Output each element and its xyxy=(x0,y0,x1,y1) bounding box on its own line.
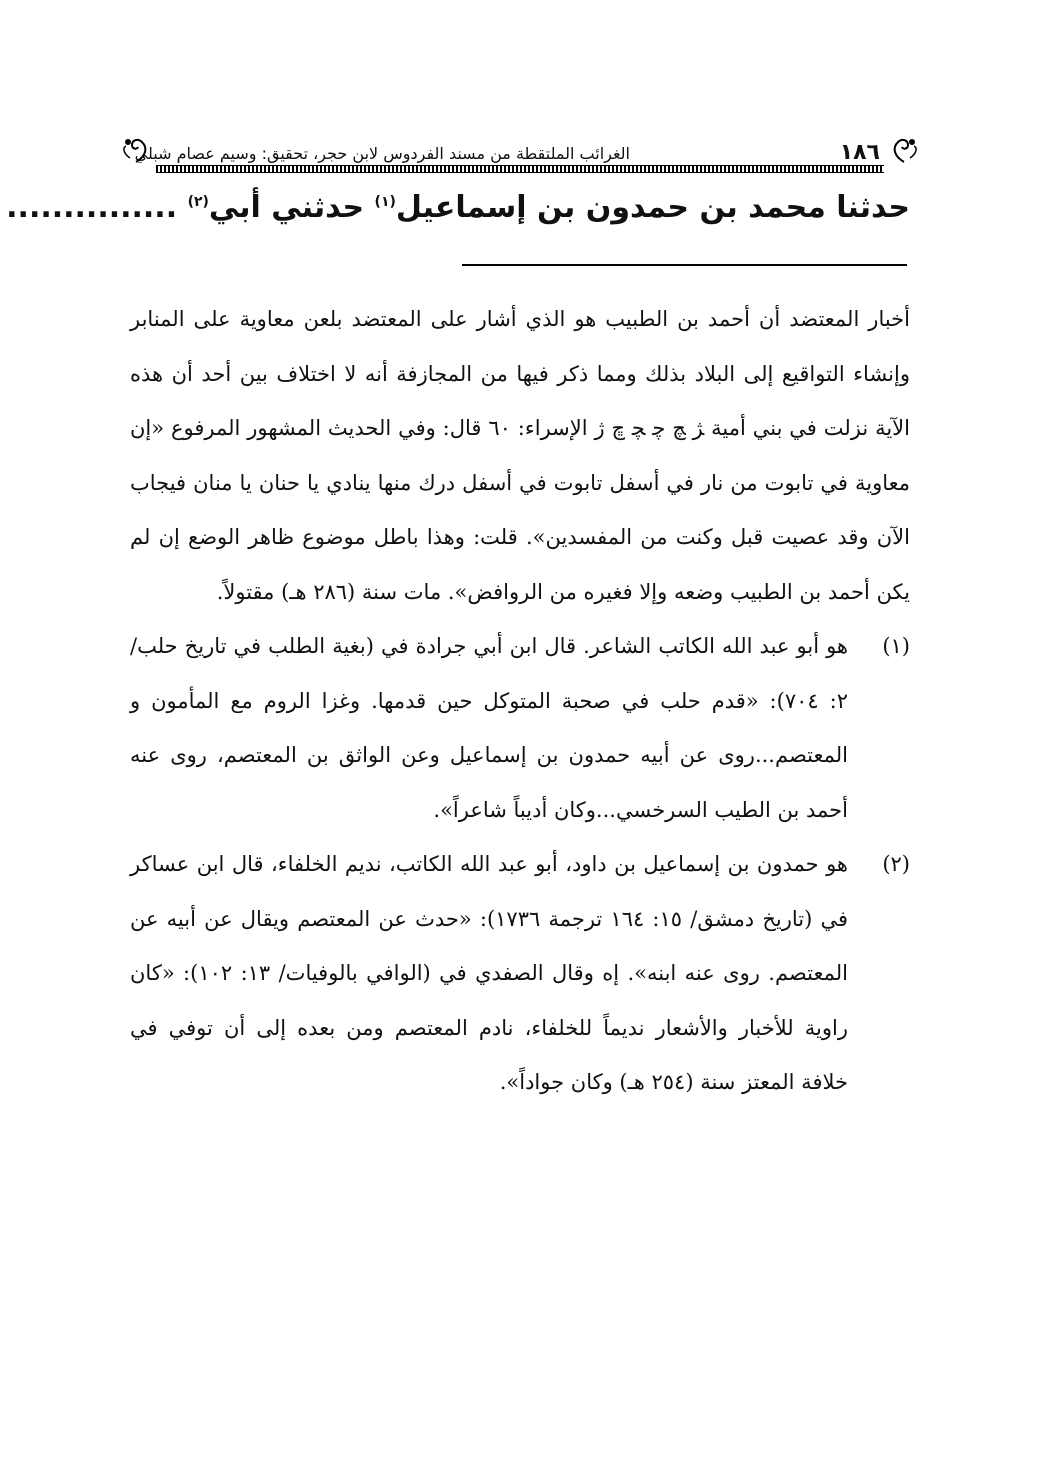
chain-text: حدثنا محمد بن حمدون بن إسماعيل xyxy=(395,190,910,225)
chain-dots: ............... xyxy=(6,190,188,225)
footnote-continuation: أخبار المعتضد أن أحمد بن الطبيب هو الذي أشار على المعتضد بلعن معاوية على المنابر وإنشاء التواقيع إلى البلاد بذلك ومما ذكر فيها من المجازفة أنه لا اختلاف بين أحد أن هذه الآية نزلت في بني أمية ﮋ ﭻ ﭼ ﭽ ﭾ ﮊ الإسراء: ٦٠ قال: وفي الحديث المشهور المرفوع «إن معاوية في تابوت من نار في أسفل تابوت في أسفل درك منها ينادي يا حنان يا منان فيجاب الآن وقد عصيت قبل وكنت من المفسدين». قلت: وهذا باطل موضوع ظاهر الوضع إن لم يكن أحمد بن الطبيب وضعه وإلا فغيره من الروافض». مات سنة (٢٨٦ هـ) مقتولاً. xyxy=(130,307,910,604)
footnote xyxy=(130,619,910,837)
footnote-text: هو حمدون بن إسماعيل بن داود، أبو عبد الله الكاتب، نديم الخلفاء، قال ابن عساكر في (تاريخ دمشق/ ١٥: ١٦٤ ترجمة ١٧٣٦): «حدث عن المعتصم ويقال عن أبيه عن المعتصم. روى عنه ابنه». إه وقال الصفدي في (الوافي بالوفيات/ ١٣: ١٠٢): «كان راوية للأخبار والأشعار نديماً للخلفاء، نادم المعتصم ومن بعده إلى أن توفي في خلافة المعتز سنة (٢٥٤ هـ) وكان جواداً». xyxy=(130,852,849,1094)
page-number: ١٨٦ xyxy=(839,140,880,165)
footnote-ref-1: (١) xyxy=(374,194,396,210)
footnote xyxy=(130,837,910,1110)
footnote-text: هو أبو عبد الله الكاتب الشاعر. قال ابن أبي جرادة في (بغية الطلب في تاريخ حلب/ ٢: ٧٠٤): «قدم حلب في صحبة المتوكل حين قدمها. وغزا الروم مع المأمون و المعتصم...روى عن أبيه حمدون بن إسماعيل وعن الواثق بن المعتصم، روى عنه أحمد بن الطيب السرخسي...وكان أديباً شاعراً». xyxy=(130,634,848,822)
header-rule xyxy=(156,165,884,173)
ornament-icon xyxy=(888,134,920,164)
footnote-separator xyxy=(462,264,907,266)
page-header xyxy=(120,134,920,174)
ornament-icon xyxy=(120,134,152,164)
footnote-number: (١) xyxy=(882,634,910,658)
footnotes xyxy=(130,292,910,1110)
footnote-ref-2: (٢) xyxy=(187,194,209,210)
running-title: الغرائب الملتقطة من مسند الفردوس لابن حجر، تحقيق: وسيم عصام شبلي xyxy=(134,144,630,163)
hadith-chain xyxy=(6,190,910,225)
footnote-number: (٢) xyxy=(882,852,910,876)
chain-middle: حدثني أبي xyxy=(208,190,375,225)
